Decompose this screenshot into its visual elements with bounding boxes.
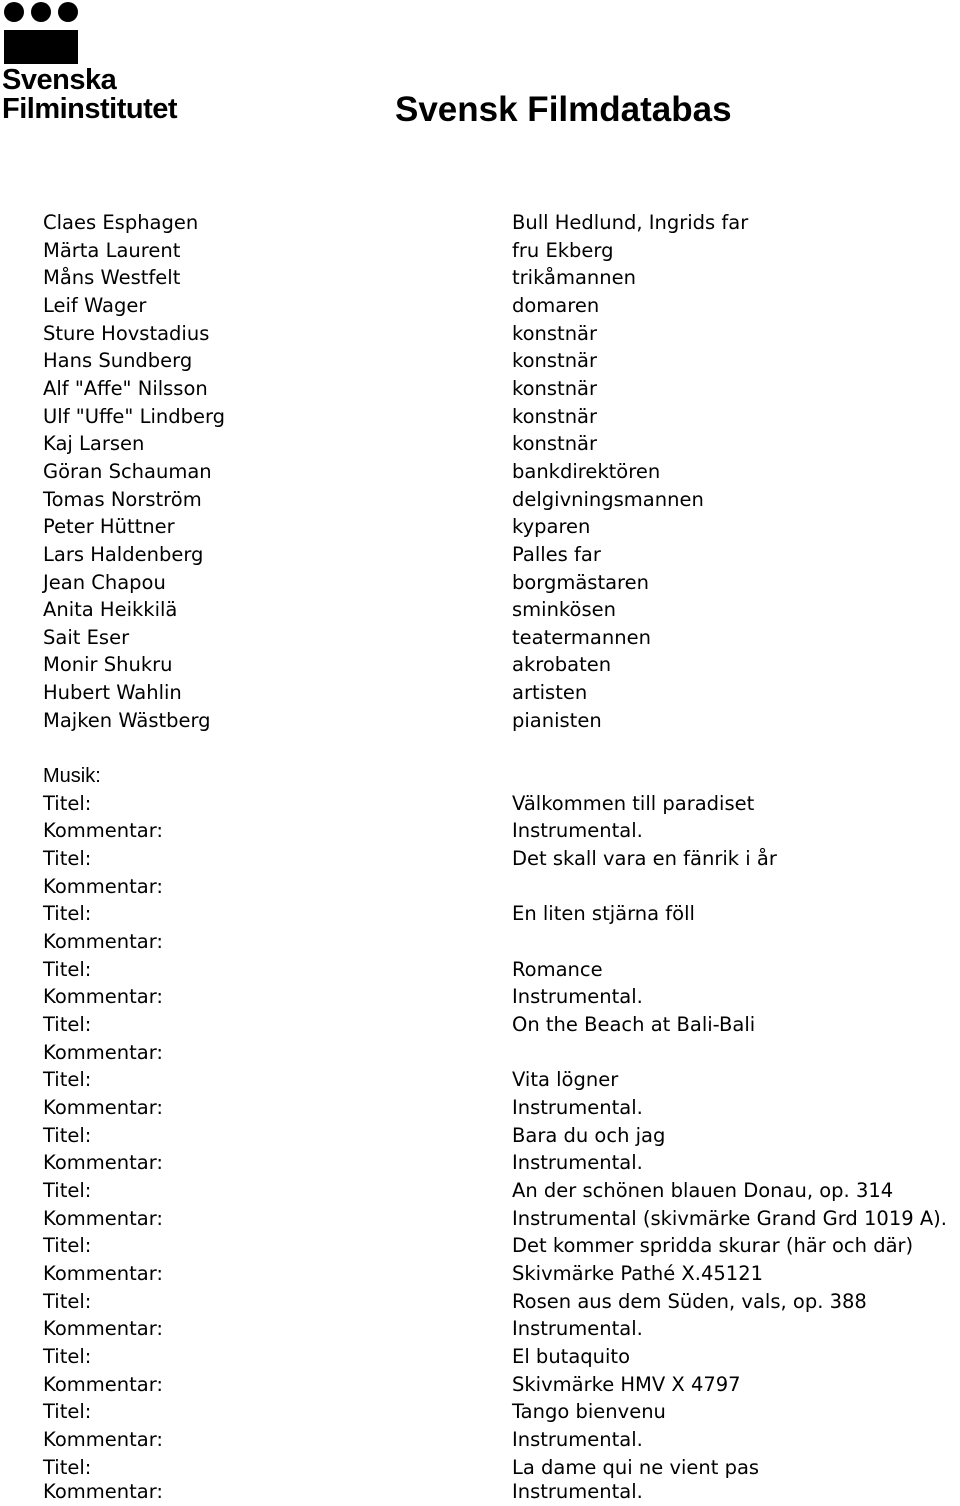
cast-role: borgmästaren bbox=[512, 571, 650, 594]
music-comment: Instrumental (skivmärke Grand Grd 1019 A). bbox=[512, 1207, 947, 1230]
cast-role: artisten bbox=[512, 681, 588, 704]
cast-role: teatermannen bbox=[512, 626, 651, 649]
music-title: Romance bbox=[512, 958, 603, 981]
music-title-label: Titel: bbox=[43, 1068, 92, 1091]
cast-name: Alf "Affe" Nilsson bbox=[43, 377, 208, 400]
music-comment: Instrumental. bbox=[512, 1428, 643, 1451]
music-comment: Instrumental. bbox=[512, 1317, 643, 1340]
cast-role: delgivningsmannen bbox=[512, 488, 704, 511]
music-title-label: Titel: bbox=[43, 792, 92, 815]
music-comment: Instrumental. bbox=[512, 1096, 643, 1119]
music-comment-label: Kommentar: bbox=[43, 875, 163, 898]
music-comment-label: Kommentar: bbox=[43, 1428, 163, 1451]
cast-name: Sait Eser bbox=[43, 626, 130, 649]
music-comment-label: Kommentar: bbox=[43, 985, 163, 1008]
music-comment-label: Kommentar: bbox=[43, 1151, 163, 1174]
cast-role: bankdirektören bbox=[512, 460, 661, 483]
music-title: Det kommer spridda skurar (här och där) bbox=[512, 1234, 914, 1257]
cast-name: Göran Schauman bbox=[43, 460, 212, 483]
cast-name: Märta Laurent bbox=[43, 239, 181, 262]
music-comment: Skivmärke Pathé X.45121 bbox=[512, 1262, 764, 1285]
cast-role: konstnär bbox=[512, 377, 598, 400]
cast-role: kyparen bbox=[512, 515, 591, 538]
music-title-label: Titel: bbox=[43, 902, 92, 925]
music-title-label: Titel: bbox=[43, 958, 92, 981]
music-comment: Instrumental. bbox=[512, 985, 643, 1008]
music-title: En liten stjärna föll bbox=[512, 902, 695, 925]
cast-name: Hans Sundberg bbox=[43, 349, 193, 372]
music-comment-label: Kommentar: bbox=[43, 1480, 163, 1503]
logo-square-icon bbox=[4, 30, 78, 64]
cast-name: Ulf "Uffe" Lindberg bbox=[43, 405, 226, 428]
music-title-label: Titel: bbox=[43, 1124, 92, 1147]
cast-role: akrobaten bbox=[512, 653, 612, 676]
music-title: Bara du och jag bbox=[512, 1124, 666, 1147]
music-title: La dame qui ne vient pas bbox=[512, 1456, 760, 1479]
music-title: An der schönen blauen Donau, op. 314 bbox=[512, 1179, 894, 1202]
music-title: Välkommen till paradiset bbox=[512, 792, 755, 815]
music-title-label: Titel: bbox=[43, 1400, 92, 1423]
cast-role: pianisten bbox=[512, 709, 602, 732]
cast-name: Claes Esphagen bbox=[43, 211, 199, 234]
cast-role: trikåmannen bbox=[512, 266, 636, 289]
music-comment: Instrumental. bbox=[512, 819, 643, 842]
cast-name: Peter Hüttner bbox=[43, 515, 175, 538]
music-comment: Instrumental. bbox=[512, 1480, 643, 1503]
music-title-label: Titel: bbox=[43, 847, 92, 870]
music-comment-label: Kommentar: bbox=[43, 1373, 163, 1396]
cast-name: Sture Hovstadius bbox=[43, 322, 210, 345]
svenska-filminstitutet-logo bbox=[2, 2, 202, 128]
cast-role: konstnär bbox=[512, 432, 598, 455]
music-title: On the Beach at Bali-Bali bbox=[512, 1013, 756, 1036]
music-title: Rosen aus dem Süden, vals, op. 388 bbox=[512, 1290, 867, 1313]
page-title: Svensk Filmdatabas bbox=[395, 90, 732, 129]
music-comment-label: Kommentar: bbox=[43, 1207, 163, 1230]
cast-role: Palles far bbox=[512, 543, 601, 566]
cast-role: fru Ekberg bbox=[512, 239, 614, 262]
cast-name: Leif Wager bbox=[43, 294, 147, 317]
music-comment-label: Kommentar: bbox=[43, 1096, 163, 1119]
music-comment-label: Kommentar: bbox=[43, 1262, 163, 1285]
cast-name: Hubert Wahlin bbox=[43, 681, 182, 704]
cast-name: Majken Wästberg bbox=[43, 709, 211, 732]
music-title-label: Titel: bbox=[43, 1290, 92, 1313]
cast-role: Bull Hedlund, Ingrids far bbox=[512, 211, 749, 234]
logo-wordmark bbox=[2, 66, 177, 124]
music-heading: Musik: bbox=[43, 765, 101, 787]
music-comment-label: Kommentar: bbox=[43, 1317, 163, 1340]
music-comment-label: Kommentar: bbox=[43, 1041, 163, 1064]
logo-line-1: Svenska bbox=[2, 64, 117, 96]
cast-name: Kaj Larsen bbox=[43, 432, 145, 455]
cast-name: Lars Haldenberg bbox=[43, 543, 204, 566]
music-comment-label: Kommentar: bbox=[43, 819, 163, 842]
music-title: Tango bienvenu bbox=[512, 1400, 666, 1423]
cast-role: sminkösen bbox=[512, 598, 616, 621]
music-comment: Instrumental. bbox=[512, 1151, 643, 1174]
music-title-label: Titel: bbox=[43, 1013, 92, 1036]
cast-role: konstnär bbox=[512, 322, 598, 345]
cast-name: Anita Heikkilä bbox=[43, 598, 178, 621]
logo-line-2: Filminstitutet bbox=[2, 93, 178, 125]
cast-name: Jean Chapou bbox=[43, 571, 166, 594]
cast-name: Monir Shukru bbox=[43, 653, 173, 676]
music-comment: Skivmärke HMV X 4797 bbox=[512, 1373, 741, 1396]
cast-role: konstnär bbox=[512, 349, 598, 372]
music-title: Det skall vara en fänrik i år bbox=[512, 847, 777, 870]
cast-name: Tomas Norström bbox=[43, 488, 202, 511]
logo-dots-icon bbox=[4, 2, 80, 22]
music-title-label: Titel: bbox=[43, 1456, 92, 1479]
cast-role: konstnär bbox=[512, 405, 598, 428]
music-title: El butaquito bbox=[512, 1345, 630, 1368]
music-title: Vita lögner bbox=[512, 1068, 619, 1091]
music-title-label: Titel: bbox=[43, 1179, 92, 1202]
music-comment-label: Kommentar: bbox=[43, 930, 163, 953]
cast-name: Måns Westfelt bbox=[43, 266, 181, 289]
cast-role: domaren bbox=[512, 294, 600, 317]
music-title-label: Titel: bbox=[43, 1345, 92, 1368]
music-title-label: Titel: bbox=[43, 1234, 92, 1257]
